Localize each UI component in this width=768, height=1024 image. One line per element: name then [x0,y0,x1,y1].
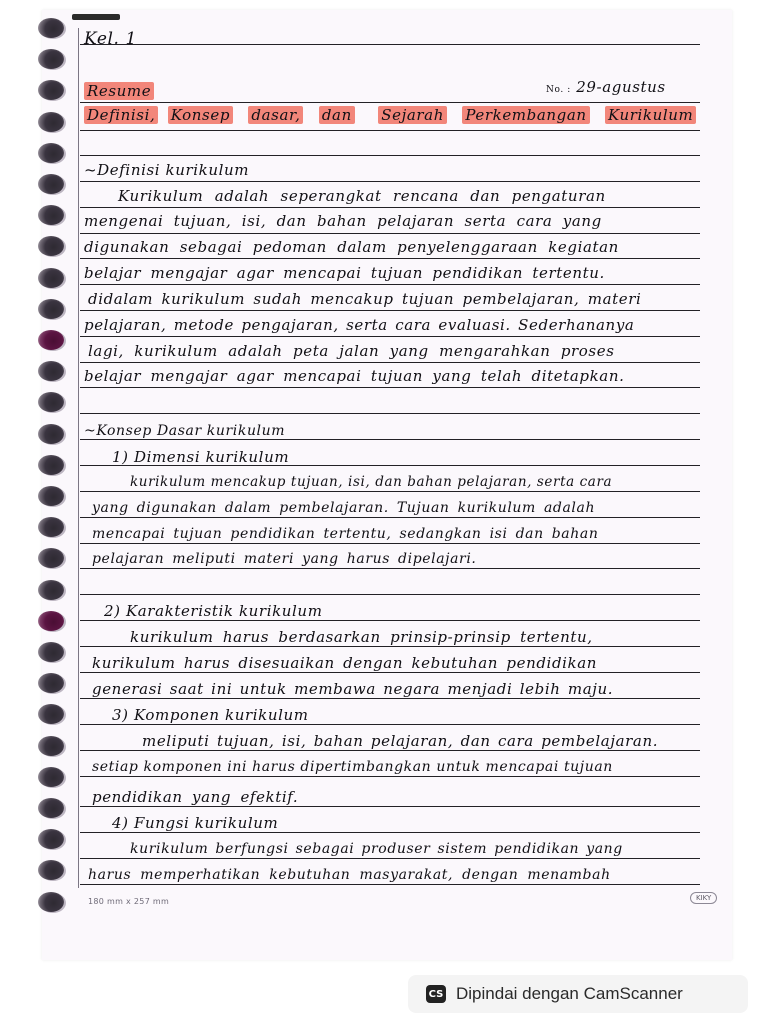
binding-hole [38,580,64,600]
camscanner-logo-icon: CS [426,985,446,1003]
paper-size-label: 180 mm x 257 mm [88,897,170,906]
topic-word: Perkembangan [462,106,589,124]
text-line: kurikulum harus disesuaikan dengan kebutuhan pendidikan [92,654,598,672]
ruled-line [80,672,700,673]
binding-hole [38,736,64,756]
margin-line [78,28,79,888]
text-line: yang digunakan dalam pembelajaran. Tujuan kurikulum adalah [92,500,596,516]
binding-hole [38,517,64,537]
binding-hole [38,424,64,444]
ruled-line [80,568,700,569]
text-line: lagi, kurikulum adalah peta jalan yang mengarahkan proses [88,342,615,360]
ruled-line [80,832,700,833]
ruled-line [80,517,700,518]
topic-word: Konsep [168,106,233,124]
paper-brand-logo: KIKY [690,892,717,904]
ruled-line [80,439,700,440]
date-field [546,80,666,95]
camscanner-text: Dipindai dengan CamScanner [456,984,683,1003]
ruled-line [80,44,700,45]
ruled-line [80,258,700,259]
ruled-line [80,698,700,699]
ruled-line [80,858,700,859]
subsection-heading: 4) Fungsi kurikulum [112,814,279,832]
text-line: kurikulum berfungsi sebagai produser sistem pendidikan yang [130,841,623,857]
topic-word: Kurikulum [605,106,696,124]
ruled-line [80,543,700,544]
ruled-line [80,130,700,131]
binding-hole [38,548,64,568]
binding-hole [38,330,64,350]
binding-hole [38,112,64,132]
binding-hole [38,236,64,256]
ruled-line [80,646,700,647]
ruled-line [80,284,700,285]
binding-hole [38,80,64,100]
binding-hole [38,392,64,412]
topic-word: Sejarah [378,106,447,124]
binding-hole [38,174,64,194]
text-line: mencapai tujuan pendidikan tertentu, sedangkan isi dan bahan [92,526,599,542]
ruled-line [80,806,700,807]
binding-hole [38,143,64,163]
resume-highlight: Resume [84,82,154,100]
ruled-line [80,362,700,363]
binding-hole [38,642,64,662]
camscanner-watermark [408,975,748,1013]
ruled-line [80,155,700,156]
ruled-line [80,336,700,337]
binding-hole [38,673,64,693]
ruled-line [80,724,700,725]
binding-hole [38,299,64,319]
binding-hole [38,455,64,475]
subsection-heading: 1) Dimensi kurikulum [112,448,290,466]
binding-hole [38,892,64,912]
ruled-line [80,594,700,595]
no-label: No. : [546,85,571,95]
text-line: digunakan sebagai pedoman dalam penyelenggaraan kegiatan [84,238,619,256]
text-line: generasi saat ini untuk membawa negara menjadi lebih maju. [92,680,614,698]
ruled-line [80,387,700,388]
spiral-binding [38,18,78,958]
binding-hole [38,767,64,787]
ruled-line [80,776,700,777]
text-line: setiap komponen ini harus dipertimbangkan untuk mencapai tujuan [92,759,613,775]
binding-hole [38,860,64,880]
date-value: 29-agustus [576,78,666,96]
subsection-heading: 3) Komponen kurikulum [112,706,309,724]
text-line: kurikulum mencakup tujuan, isi, dan bahan pelajaran, serta cara [130,474,613,490]
text-line: harus memperhatikan kebutuhan masyarakat, dengan menambah [88,867,611,883]
binding-hole [38,361,64,381]
ruled-line [80,491,700,492]
topic-word: dasar, [248,106,303,124]
binding-hole [38,205,64,225]
ruled-line [80,413,700,414]
binding-hole [38,18,64,38]
ruled-line [80,750,700,751]
text-line: kurikulum harus berdasarkan prinsip-prinsip tertentu, [130,628,593,646]
binding-hole [38,611,64,631]
binding-hole [38,829,64,849]
ruled-line [80,884,700,885]
ruled-line [80,102,700,103]
text-line: pendidikan yang efektif. [92,788,299,806]
text-line: Kurikulum adalah seperangkat rencana dan pengaturan [118,187,606,205]
binding-hole [38,486,64,506]
subsection-heading: 2) Karakteristik kurikulum [104,602,323,620]
section-heading: ~Konsep Dasar kurikulum [84,423,286,439]
binding-hole [38,798,64,818]
ruled-line [80,181,700,182]
ruled-line [80,620,700,621]
text-line: mengenai tujuan, isi, dan bahan pelajaran serta cara yang [84,212,602,230]
text-line: belajar mengajar agar mencapai tujuan pendidikan tertentu. [84,264,605,282]
text-line: belajar mengajar agar mencapai tujuan yang telah ditetapkan. [84,367,625,385]
group-label: Kel. 1 [84,29,137,49]
text-line: pelajaran meliputi materi yang harus dipelajari. [92,551,477,567]
binding-hole [38,49,64,69]
topic-title [84,108,696,123]
section-heading: ~Definisi kurikulum [84,161,250,179]
topic-word: dan [319,106,355,124]
text-line: didalam kurikulum sudah mencakup tujuan pembelajaran, materi [88,290,642,308]
ruled-line [80,310,700,311]
topic-word: Definisi, [84,106,158,124]
text-line: pelajaran, metode pengajaran, serta cara evaluasi. Sederhananya [84,316,635,334]
ruled-line [80,233,700,234]
resume-label [84,84,154,99]
binding-hole [38,704,64,724]
ruled-line [80,207,700,208]
binding-hole [38,268,64,288]
page-clip-mark [72,14,120,20]
text-line: meliputi tujuan, isi, bahan pelajaran, dan cara pembelajaran. [142,732,659,750]
